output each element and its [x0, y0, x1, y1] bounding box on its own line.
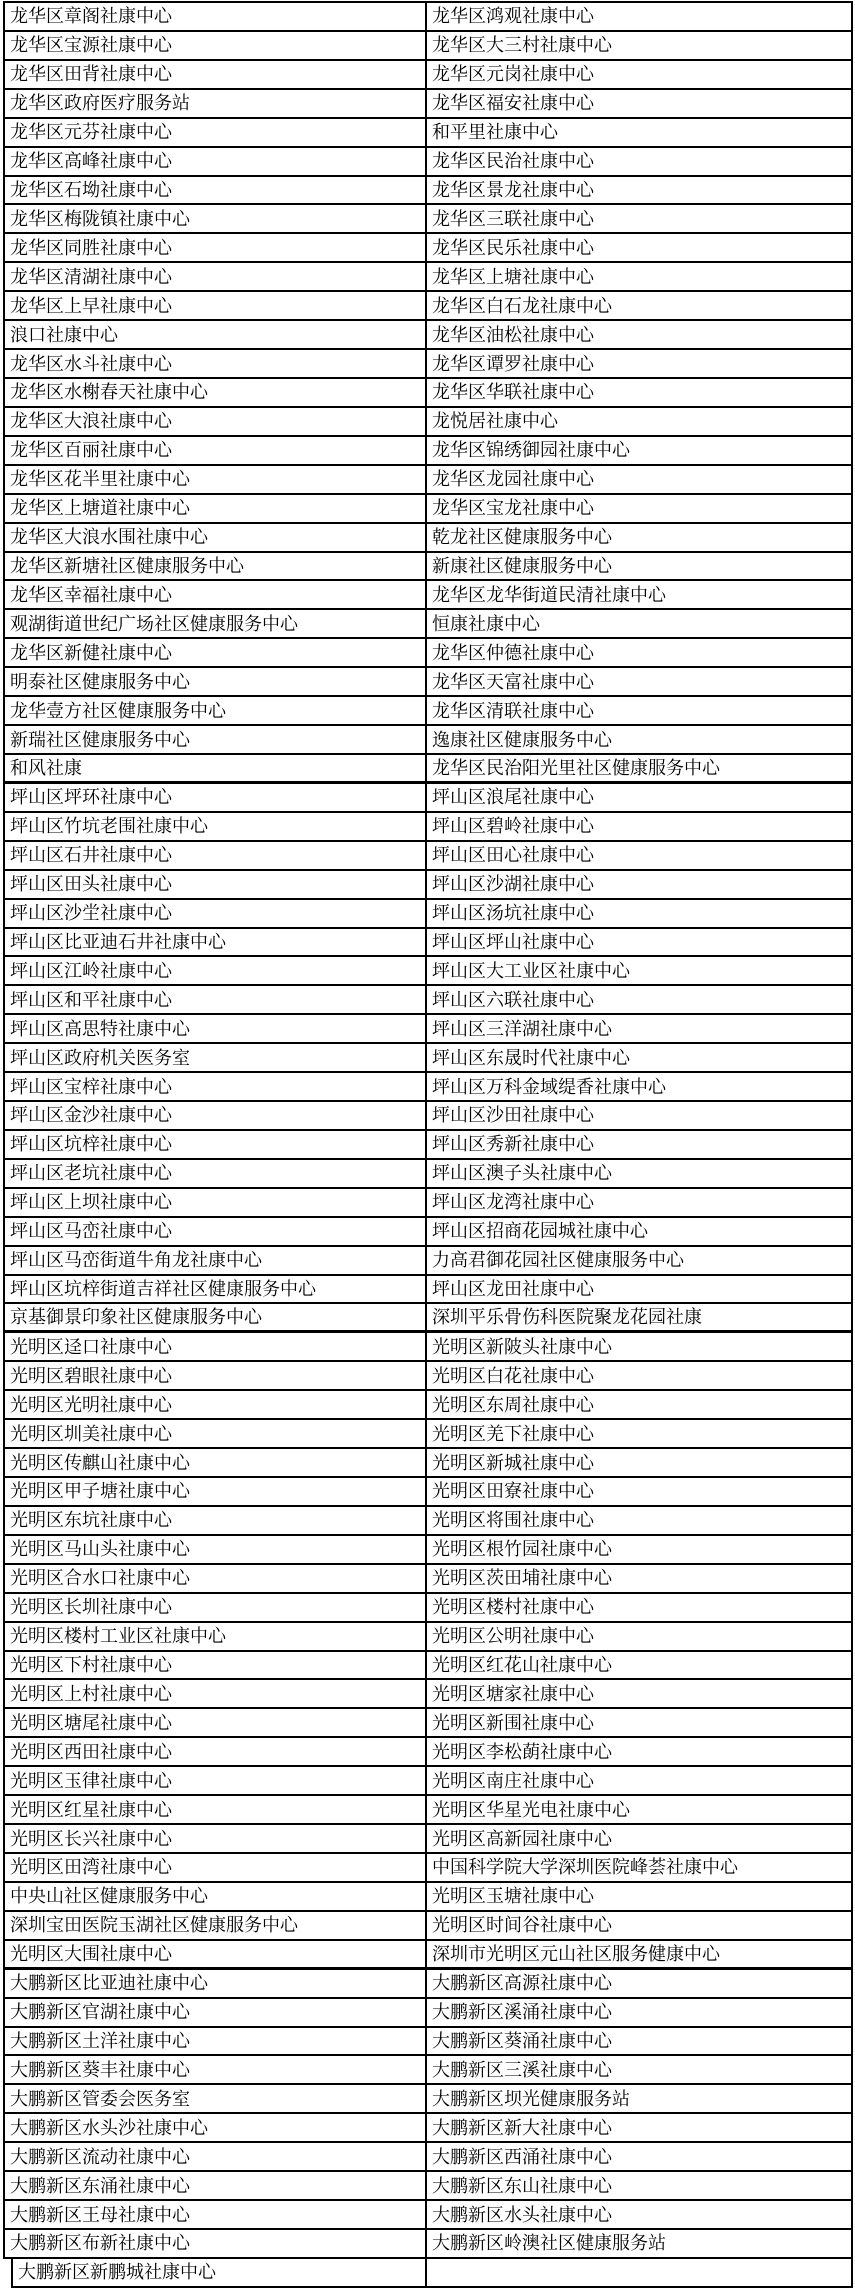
health-center-cell-left: 坪山区沙坣社康中心 [5, 900, 427, 927]
health-center-cell-left: 坪山区政府机关医务室 [5, 1044, 427, 1071]
health-center-cell-left: 坪山区比亚迪石井社康中心 [5, 929, 427, 956]
table-row [3, 1680, 853, 1709]
table-row [3, 929, 853, 958]
health-center-cell-left: 龙华区梅陇镇社康中心 [5, 205, 427, 232]
health-center-cell-right: 龙华区宝龙社康中心 [432, 498, 594, 519]
health-center-cell-left: 光明区田湾社康中心 [5, 1854, 427, 1881]
table-row [3, 1478, 853, 1507]
health-center-cell-right: 大鹏新区坝光健康服务站 [432, 2088, 630, 2109]
health-center-cell-right: 坪山区万科金域缇香社康中心 [432, 1076, 666, 1097]
health-center-cell-right: 龙华区清联社康中心 [432, 700, 594, 721]
health-center-cell-right: 光明区红花山社康中心 [432, 1655, 612, 1675]
health-center-cell-right: 光明区根竹园社康中心 [432, 1539, 612, 1560]
health-center-cell-left: 龙华区大浪社康中心 [5, 408, 427, 435]
health-center-cell-left: 大鹏新区比亚迪社康中心 [5, 1970, 427, 1997]
health-center-cell-right: 龙华区天富社康中心 [432, 671, 594, 692]
health-center-cell-left: 龙华区新健社康中心 [5, 639, 427, 666]
health-center-cell-right: 光明区玉塘社康中心 [432, 1886, 594, 1907]
health-center-cell-left: 大鹏新区东涌社康中心 [5, 2172, 427, 2199]
health-center-cell-left: 光明区迳口社康中心 [5, 1333, 427, 1360]
table-row [3, 610, 853, 639]
health-center-cell-left: 光明区下村社康中心 [5, 1652, 427, 1679]
table-row [3, 1652, 853, 1681]
health-center-cell-left: 坪山区田头社康中心 [5, 871, 427, 898]
health-center-cell-right: 龙悦居社康中心 [432, 411, 558, 432]
table-row [3, 784, 853, 813]
table-row [3, 2028, 853, 2057]
table-row [3, 1420, 853, 1449]
health-center-cell-left: 龙华区宝源社康中心 [5, 32, 427, 59]
table-row [3, 697, 853, 726]
health-center-cell-right: 光明区白花社康中心 [432, 1365, 594, 1386]
health-center-cell-left: 大鹏新区土洋社康中心 [5, 2028, 427, 2055]
health-center-cell-right: 坪山区招商花园城社康中心 [432, 1221, 648, 1242]
health-center-cell-left: 光明区传麒山社康中心 [5, 1449, 427, 1476]
health-center-cell-left: 光明区西田社康中心 [5, 1738, 427, 1765]
health-center-cell-left: 光明区红星社康中心 [5, 1796, 427, 1823]
table-row [3, 234, 853, 263]
health-center-cell-left: 光明区圳美社康中心 [5, 1420, 427, 1447]
table-row [3, 668, 853, 697]
health-center-cell-right: 坪山区龙田社康中心 [432, 1279, 594, 1300]
table-row [3, 2230, 853, 2259]
health-center-cell-left: 坪山区宝梓社康中心 [5, 1073, 427, 1100]
health-center-cell-left: 坪山区坪环社康中心 [5, 784, 427, 811]
health-center-cell-left: 坪山区江岭社康中心 [5, 957, 427, 984]
table-row [3, 1247, 853, 1276]
health-center-cell-right: 光明区将围社康中心 [432, 1510, 594, 1531]
table-row [3, 1825, 853, 1854]
health-center-cell-left: 新瑞社区健康服务中心 [5, 726, 427, 753]
table-row [3, 1912, 853, 1941]
health-center-cell-right: 龙华区油松社康中心 [432, 324, 594, 345]
table-row [3, 1449, 853, 1478]
health-center-cell-left: 坪山区上坝社康中心 [5, 1189, 427, 1216]
health-center-cell-right: 龙华区三联社康中心 [432, 208, 594, 229]
table-row [3, 871, 853, 900]
health-center-cell-left: 坪山区马峦社康中心 [5, 1218, 427, 1245]
health-center-cell-right: 龙华区景龙社康中心 [432, 179, 594, 200]
table-row [3, 495, 853, 524]
table-row [3, 1883, 853, 1912]
health-center-cell-right: 坪山区东晟时代社康中心 [432, 1047, 630, 1068]
health-center-cell-right: 大鹏新区葵涌社康中心 [432, 2030, 612, 2051]
table-row [3, 1999, 853, 2028]
health-center-cell-left: 光明区合水口社康中心 [5, 1565, 427, 1592]
table-row [3, 1160, 853, 1189]
health-center-cell-right: 龙华区上塘社康中心 [432, 266, 594, 287]
health-center-cell-right: 龙华区鸿观社康中心 [432, 6, 594, 27]
health-center-cell-left: 龙华区水榭春天社康中心 [5, 379, 427, 406]
table-row [3, 1941, 853, 1970]
health-center-cell-left: 深圳宝田医院玉湖社区健康服务中心 [5, 1912, 427, 1939]
table-row [3, 957, 853, 986]
table-row [3, 90, 853, 119]
table-row [3, 1536, 853, 1565]
table-row [3, 1738, 853, 1767]
health-center-cell-right: 光明区时间谷社康中心 [432, 1915, 612, 1936]
table-row [3, 1709, 853, 1738]
health-center-cell-right: 龙华区华联社康中心 [432, 382, 594, 403]
health-center-cell-left: 龙华区上早社康中心 [5, 292, 427, 319]
table-row [3, 379, 853, 408]
health-center-cell-left: 大鹏新区官湖社康中心 [5, 1999, 427, 2026]
health-center-cell-left: 龙华区大浪水围社康中心 [5, 524, 427, 551]
health-center-cell-right: 光明区羌下社康中心 [432, 1423, 594, 1444]
table-row [3, 1304, 853, 1333]
health-center-cell-left: 大鹏新区水头沙社康中心 [5, 2114, 427, 2141]
health-center-cell-left: 观湖街道世纪广场社区健康服务中心 [5, 610, 427, 637]
table-row [3, 813, 853, 842]
health-center-cell-right: 坪山区三洋湖社康中心 [432, 1018, 612, 1039]
table-row [3, 32, 853, 61]
health-center-cell-right: 光明区新城社康中心 [432, 1452, 594, 1473]
health-center-cell-right [427, 2259, 851, 2286]
table-row [3, 1015, 853, 1044]
table-row [3, 1507, 853, 1536]
table-row [3, 524, 853, 553]
table-row [3, 1333, 853, 1362]
health-center-cell-left: 龙华区幸福社康中心 [5, 581, 427, 608]
health-center-cell-left: 光明区长兴社康中心 [5, 1825, 427, 1852]
table-row [3, 2085, 853, 2114]
health-center-cell-right: 龙华区大三村社康中心 [432, 35, 612, 56]
health-center-cell-left: 大鹏新区葵丰社康中心 [5, 2056, 427, 2083]
health-center-cell-right: 大鹏新区岭澳社区健康服务站 [432, 2233, 666, 2254]
health-center-cell-right: 大鹏新区高源社康中心 [432, 1973, 612, 1994]
health-center-cell-right: 大鹏新区西涌社康中心 [432, 2146, 612, 2167]
table-row [3, 2114, 853, 2143]
table-row [3, 581, 853, 610]
health-center-cell-left: 坪山区老坑社康中心 [5, 1160, 427, 1187]
health-center-cell-right: 光明区新陂头社康中心 [432, 1336, 612, 1357]
health-center-cell-left: 龙华区上塘道社康中心 [5, 495, 427, 522]
health-center-cell-left: 光明区楼村工业区社康中心 [5, 1623, 427, 1650]
health-center-cell-left: 光明区马山头社康中心 [5, 1536, 427, 1563]
health-center-cell-left: 龙华区百丽社康中心 [5, 437, 427, 464]
health-center-cell-right: 光明区东周社康中心 [432, 1394, 594, 1415]
health-center-cell-left: 龙华区章阁社康中心 [5, 3, 427, 30]
table-row [3, 1102, 853, 1131]
table-row [3, 2172, 853, 2201]
table-row [3, 1565, 853, 1594]
health-center-cell-right: 光明区华星光电社康中心 [432, 1799, 630, 1820]
health-center-cell-left: 坪山区坑梓社康中心 [5, 1131, 427, 1158]
table-row [3, 263, 853, 292]
table-row [3, 350, 853, 379]
health-center-cell-right: 龙华区龙华街道民清社康中心 [432, 584, 666, 605]
table-row [3, 2056, 853, 2085]
health-center-cell-left: 光明区甲子塘社康中心 [5, 1478, 427, 1505]
health-center-cell-right: 光明区高新园社康中心 [432, 1828, 612, 1849]
table-row [3, 1391, 853, 1420]
table-row [3, 1044, 853, 1073]
table-row [3, 321, 853, 350]
health-center-cell-right: 中国科学院大学深圳医院峰荟社康中心 [432, 1857, 738, 1878]
health-center-cell-left: 坪山区石井社康中心 [5, 842, 427, 869]
health-center-cell-right: 坪山区澳子头社康中心 [432, 1163, 612, 1184]
health-center-cell-right: 龙华区锦绣御园社康中心 [432, 440, 630, 461]
health-center-cell-right: 和平里社康中心 [432, 122, 558, 143]
health-center-cell-right: 坪山区碧岭社康中心 [432, 816, 594, 837]
health-center-cell-right: 新康社区健康服务中心 [432, 555, 612, 576]
health-center-cell-left: 中央山社区健康服务中心 [5, 1883, 427, 1910]
health-center-cell-left: 龙华壹方社区健康服务中心 [5, 697, 427, 724]
health-center-cell-left: 坪山区竹坑老围社康中心 [5, 813, 427, 840]
health-center-cell-left: 龙华区田背社康中心 [5, 61, 427, 88]
health-center-cell-right: 坪山区秀新社康中心 [432, 1134, 594, 1155]
table-row [3, 408, 853, 437]
health-center-cell-right: 光明区新围社康中心 [432, 1712, 594, 1733]
health-center-cell-right: 坪山区龙湾社康中心 [432, 1192, 594, 1213]
table-row [3, 1362, 853, 1391]
table-row [3, 466, 853, 495]
table-row [3, 1218, 853, 1247]
health-center-cell-left: 光明区碧眼社康中心 [5, 1362, 427, 1389]
health-center-cell-left: 坪山区坑梓街道吉祥社区健康服务中心 [5, 1276, 427, 1303]
health-center-cell-right: 龙华区白石龙社康中心 [432, 295, 612, 316]
health-center-cell-right: 坪山区汤坑社康中心 [432, 903, 594, 924]
health-center-cell-right: 龙华区谭罗社康中心 [432, 353, 594, 374]
table-row [3, 1594, 853, 1623]
table-row [3, 2201, 853, 2230]
table-row [3, 437, 853, 466]
health-center-cell-left: 光明区大围社康中心 [5, 1941, 427, 1967]
table-row [3, 119, 853, 148]
health-center-cell-left: 光明区上村社康中心 [5, 1680, 427, 1707]
health-center-cell-right: 力高君御花园社区健康服务中心 [432, 1250, 684, 1271]
health-center-cell-right: 大鹏新区东山社康中心 [432, 2175, 612, 2196]
health-center-cell-right: 坪山区沙田社康中心 [432, 1105, 594, 1126]
health-center-cell-right: 光明区公明社康中心 [432, 1626, 594, 1647]
health-center-cell-left: 龙华区花半里社康中心 [5, 466, 427, 493]
table-row [3, 726, 853, 755]
health-center-cell-right: 坪山区大工业区社康中心 [432, 960, 630, 981]
table-row [3, 3, 853, 32]
table-row [3, 61, 853, 90]
health-center-cell-left: 光明区光明社康中心 [5, 1391, 427, 1418]
health-center-cell-left: 坪山区和平社康中心 [5, 986, 427, 1013]
table-row [3, 1623, 853, 1652]
table-row [3, 900, 853, 929]
health-center-cell-right: 龙华区元岗社康中心 [432, 64, 594, 85]
table-row [3, 639, 853, 668]
health-center-cell-left: 龙华区石坳社康中心 [5, 177, 427, 204]
health-center-cell-right: 坪山区田心社康中心 [432, 845, 594, 866]
table-row [3, 842, 853, 871]
health-center-cell-right: 大鹏新区新大社康中心 [432, 2117, 612, 2138]
table-row [3, 1970, 853, 1999]
table-row [3, 205, 853, 234]
health-center-cell-left: 坪山区马峦街道牛角龙社康中心 [5, 1247, 427, 1274]
health-center-cell-left: 龙华区新塘社区健康服务中心 [5, 553, 427, 580]
health-center-cell-right: 乾龙社区健康服务中心 [432, 527, 612, 548]
table-row [3, 1276, 853, 1305]
table-row [3, 292, 853, 321]
health-center-cell-right: 光明区李松蓢社康中心 [432, 1741, 612, 1762]
health-center-cell-left: 龙华区政府医疗服务站 [5, 90, 427, 117]
health-center-cell-left: 光明区塘尾社康中心 [5, 1709, 427, 1736]
table-row [3, 1767, 853, 1796]
table-row [3, 148, 853, 177]
health-center-cell-right: 光明区塘家社康中心 [432, 1683, 594, 1704]
table-row [3, 1073, 853, 1102]
health-center-cell-right: 逸康社区健康服务中心 [432, 729, 612, 750]
health-center-cell-left: 京基御景印象社区健康服务中心 [5, 1304, 427, 1330]
table-row [3, 177, 853, 206]
health-center-cell-right: 光明区茨田埔社康中心 [432, 1568, 612, 1589]
health-center-cell-left: 大鹏新区流动社康中心 [5, 2143, 427, 2170]
health-center-cell-right: 龙华区仲德社康中心 [432, 642, 594, 663]
health-center-cell-right: 坪山区坪山社康中心 [432, 931, 594, 952]
health-center-cell-right: 大鹏新区三溪社康中心 [432, 2059, 612, 2080]
health-center-cell-right: 光明区南庄社康中心 [432, 1770, 594, 1791]
health-centers-table [3, 1, 853, 2288]
health-center-cell-left: 龙华区元芬社康中心 [5, 119, 427, 146]
health-center-cell-left: 龙华区清湖社康中心 [5, 263, 427, 290]
health-center-cell-left: 和风社康 [5, 755, 427, 781]
health-center-cell-left: 光明区东坑社康中心 [5, 1507, 427, 1534]
health-center-cell-right: 深圳平乐骨伤科医院聚龙花园社康 [432, 1307, 702, 1328]
table-row [3, 755, 853, 784]
table-row [3, 1189, 853, 1218]
health-center-cell-right: 龙华区福安社康中心 [432, 93, 594, 114]
table-row [3, 553, 853, 582]
health-center-cell-left: 浪口社康中心 [5, 321, 427, 348]
health-center-cell-right: 坪山区浪尾社康中心 [432, 787, 594, 808]
health-center-cell-right: 龙华区民治阳光里社区健康服务中心 [432, 757, 720, 778]
health-center-cell-right: 坪山区沙湖社康中心 [432, 874, 594, 895]
table-row [3, 1131, 853, 1160]
health-center-cell-left: 大鹏新区王母社康中心 [5, 2201, 427, 2228]
health-center-cell-left: 大鹏新区管委会医务室 [5, 2085, 427, 2112]
health-center-cell-left: 大鹏新区新鹏城社康中心 [13, 2259, 427, 2286]
health-center-cell-left: 光明区长圳社康中心 [5, 1594, 427, 1621]
health-center-cell-left: 龙华区高峰社康中心 [5, 148, 427, 175]
health-center-cell-left: 龙华区同胜社康中心 [5, 234, 427, 261]
health-center-cell-left: 大鹏新区布新社康中心 [5, 2230, 427, 2257]
health-center-cell-left: 明泰社区健康服务中心 [5, 668, 427, 695]
health-center-cell-right: 光明区田寮社康中心 [432, 1481, 594, 1502]
table-row [3, 1796, 853, 1825]
health-center-cell-left: 坪山区金沙社康中心 [5, 1102, 427, 1129]
health-center-cell-right: 龙华区民治社康中心 [432, 151, 594, 172]
table-row [3, 1854, 853, 1883]
health-center-cell-right: 恒康社康中心 [432, 613, 540, 634]
health-center-cell-right: 坪山区六联社康中心 [432, 989, 594, 1010]
table-row [11, 2259, 853, 2288]
table-row [3, 2143, 853, 2172]
health-center-cell-right: 光明区楼村社康中心 [432, 1597, 594, 1618]
health-center-cell-left: 龙华区水斗社康中心 [5, 350, 427, 377]
health-center-cell-left: 光明区玉律社康中心 [5, 1767, 427, 1794]
health-center-cell-left: 坪山区高思特社康中心 [5, 1015, 427, 1042]
table-row [3, 986, 853, 1015]
health-center-cell-right: 大鹏新区溪涌社康中心 [432, 2002, 612, 2023]
health-center-cell-right: 深圳市光明区元山社区服务健康中心 [432, 1943, 720, 1964]
health-center-cell-right: 大鹏新区水头社康中心 [432, 2204, 612, 2225]
health-center-cell-right: 龙华区龙园社康中心 [432, 469, 594, 490]
health-center-cell-right: 龙华区民乐社康中心 [432, 237, 594, 258]
